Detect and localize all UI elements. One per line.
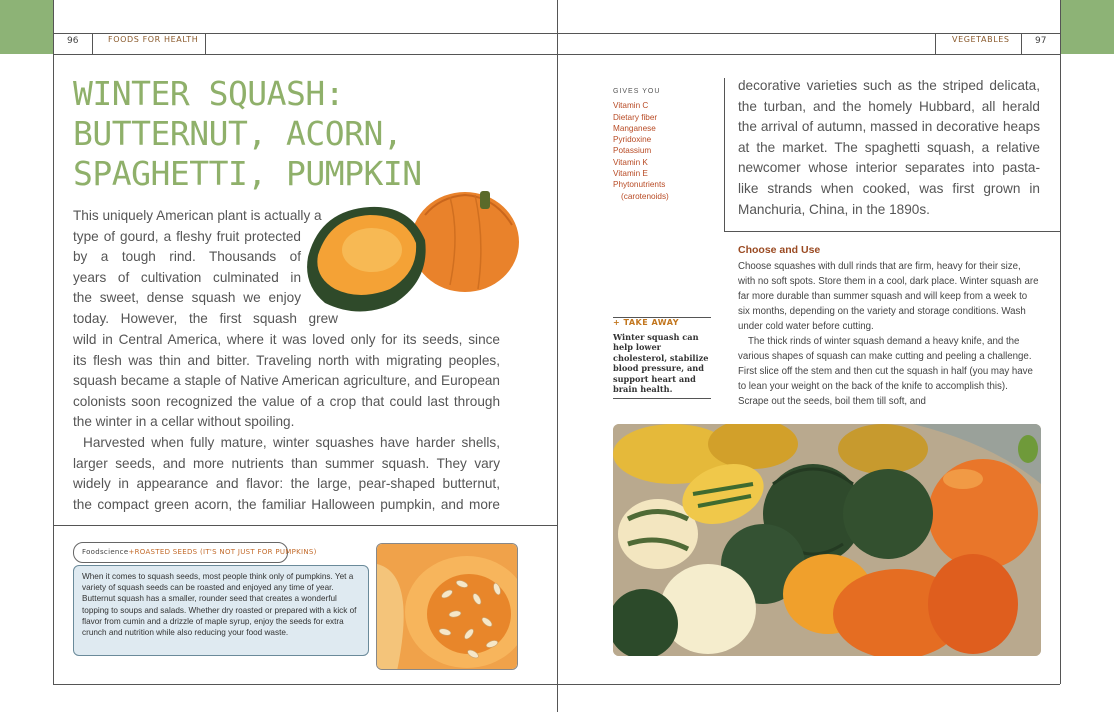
body-line: This uniquely American plant is actually a: [73, 208, 322, 223]
nutrient-item: Manganese: [613, 123, 656, 133]
body-line: Manchuria, China, in the 1890s.: [738, 201, 930, 217]
title-line: WINTER SQUASH:: [73, 74, 345, 113]
header-divider: [935, 33, 936, 54]
article-title: [73, 74, 422, 194]
squash-seeds-image: [376, 543, 518, 670]
left-margin-rule: [53, 0, 54, 684]
body-line: wild in Central America, where it was loved only for its seeds, since: [73, 332, 500, 347]
footer-rule: [53, 684, 1060, 685]
nutrient-item: Phytonutrients: [613, 180, 666, 190]
gutter-rule: [557, 0, 558, 712]
intro-paragraph-full: [73, 330, 500, 515]
gives-you-label: GIVES YOU: [613, 88, 661, 95]
right-section-rule: [724, 231, 1060, 232]
page-number-left: 96: [67, 36, 79, 46]
gives-you-list: [613, 86, 669, 202]
body-line: the sweet, dense squash we enjoy: [73, 290, 301, 306]
running-head-right: VEGETABLES: [952, 35, 1010, 44]
header-divider: [205, 33, 206, 54]
body-line: squash became a staple of Native American agriculture, and European: [73, 373, 500, 389]
sidebar-title: ROASTED SEEDS (IT'S NOT JUST FOR PUMPKINS): [134, 548, 317, 556]
nutrient-item: Vitamin E: [613, 169, 648, 179]
body-line: like strands when cooked, was first grown in: [738, 180, 1040, 196]
takeaway-label: + TAKE AWAY: [613, 318, 679, 327]
choose-paragraph: The thick rinds of winter squash demand a heavy knife, and the various shapes of squash can make cutting and peeling a challenge. First slice off the stem and then cut the squash in half (you may have to lean your weight on the back of the knife to accomplish this). Scrape out the seeds, boil them till soft, and: [738, 336, 1033, 407]
body-line: larger seeds, and more nutrients than summer squash. They vary: [73, 455, 500, 471]
nutrient-item: Vitamin K: [613, 157, 648, 167]
header-bottom-rule: [53, 54, 1060, 55]
body-line: colonists soon recognized the value of a crop that could last through: [73, 393, 500, 409]
takeaway-bottom-rule: [613, 398, 711, 399]
choose-paragraph: Choose squashes with dull rinds that are firm, heavy for their size, with no soft spots. Store them in a cool, dark place. Winter squash are far more durable than summer squash and will keep from a week to six months, depending on the variety and storage conditions. Wash under cold water before cutting.: [738, 261, 1039, 332]
body-line: the turban, and the homely Hubbard, all herald: [738, 98, 1040, 114]
body-line: decorative varieties such as the striped delicata,: [738, 78, 1040, 93]
body-line: Harvested when fully mature, winter squashes have harder shells,: [83, 434, 500, 450]
title-line: SPAGHETTI, PUMPKIN: [73, 154, 422, 193]
page-number-right: 97: [1035, 36, 1047, 46]
body-line: the winter in a cellar without spoiling.: [73, 414, 295, 430]
body-line: type of gourd, a fleshy fruit protected: [73, 228, 301, 244]
right-column-rule: [724, 78, 725, 231]
sidebar-divider-rule: [53, 525, 557, 526]
body-line: its flesh was thin and bitter. Traveling north with migrating peoples,: [73, 352, 500, 368]
header-divider: [1021, 33, 1022, 54]
title-line: BUTTERNUT, ACORN,: [73, 114, 403, 153]
continued-paragraph: [738, 76, 1040, 220]
running-head-left: FOODS FOR HEALTH: [108, 35, 199, 44]
sidebar-plus: +: [128, 548, 135, 556]
nutrient-item: Pyridoxine: [613, 135, 652, 145]
choose-and-use-body: [738, 259, 1040, 409]
nutrient-item: Vitamin C: [613, 101, 649, 111]
body-line: widely in appearance and flavor: the large, pear-shaped butternut,: [73, 476, 500, 492]
page-tab-left: [0, 0, 54, 54]
sidebar-box: [73, 565, 369, 656]
sidebar-label: Foodscience: [82, 548, 129, 556]
right-margin-rule: [1060, 0, 1061, 684]
nutrient-item: (carotenoids): [621, 191, 669, 201]
nutrient-item: Dietary fiber: [613, 112, 658, 122]
takeaway-box: [613, 318, 711, 394]
body-line: the arrival of autumn, massed in decorative heaps: [738, 119, 1040, 135]
choose-and-use-heading: Choose and Use: [738, 244, 821, 256]
sidebar-header: [73, 542, 317, 563]
nutrient-item: Potassium: [613, 146, 652, 156]
body-line: newcomer whose interior separates into pasta-: [738, 160, 1040, 176]
body-line: by a tough rind. Thousands of: [73, 249, 301, 265]
acorn-squash-image: [300, 185, 522, 320]
page-tab-right: [1060, 0, 1114, 54]
body-line: at the market. The spaghetti squash, a relative: [738, 139, 1040, 155]
intro-paragraph-wrap: [73, 206, 338, 330]
body-line: today. However, the first squash grew: [73, 310, 338, 326]
header-divider: [92, 33, 93, 54]
body-line: years of cultivation culminated in: [73, 269, 301, 285]
takeaway-text: Winter squash can help lower cholesterol, stabilize blood pressure, and support heart and brain health.: [613, 332, 709, 395]
body-line: the compact green acorn, the familiar Halloween pumpkin, and more: [73, 496, 500, 512]
winter-squash-photo: [613, 424, 1041, 656]
sidebar-text: When it comes to squash seeds, most people think only of pumpkins. Yet a variety of squash seeds can be roasted and enjoyed any time of year. Butternut squash has a smaller, rounder seed that creates a wonderful topping to soups and salads. Whether dry roasted or prepared with a kick of flavor from cumin and a drizzle of maple syrup, enjoy the seeds for extra crunch and nutrition while also reducing your food waste.: [82, 572, 357, 638]
